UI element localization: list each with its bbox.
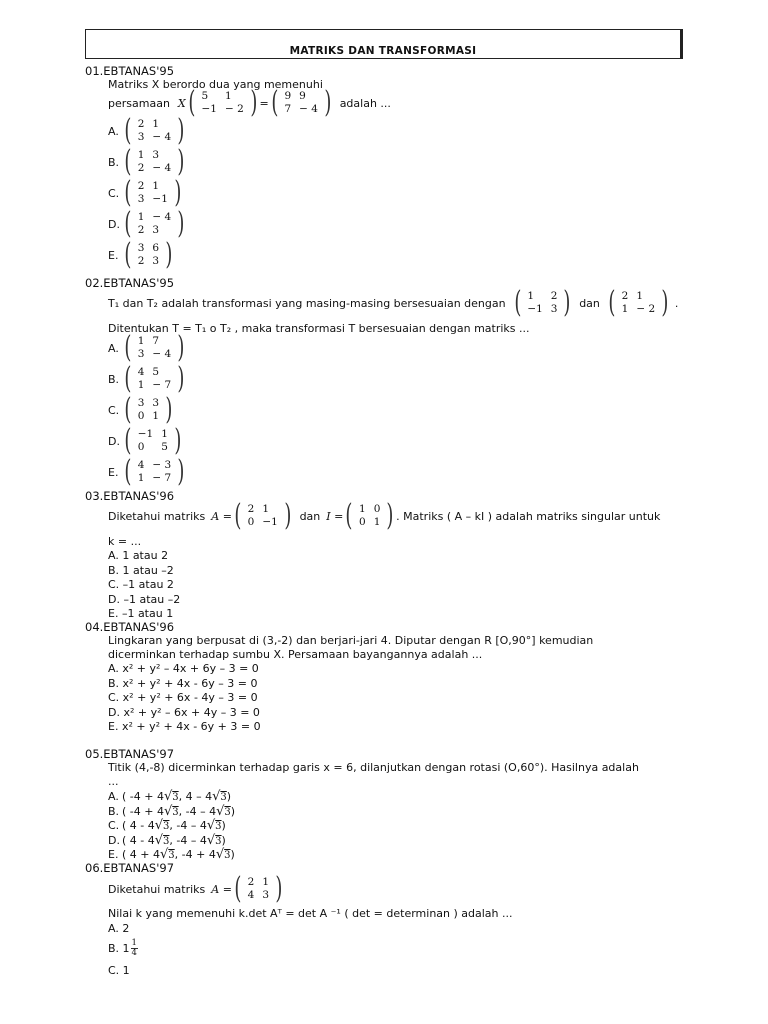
matrix-cell: 5 xyxy=(201,90,209,102)
matrix-cell: − 4 xyxy=(152,211,172,223)
q5-heading: 05.EBTANAS'97 xyxy=(85,747,175,761)
expr-b: , -4 + 4 xyxy=(174,848,216,861)
matrix-grid xyxy=(134,211,176,237)
matrix-cell: 3 xyxy=(152,224,160,236)
option-label: C. xyxy=(108,186,120,200)
expr-b: , -4 – 4 xyxy=(169,833,207,847)
matrix-cell: 3 xyxy=(137,242,145,254)
paren-right: ) xyxy=(177,206,185,241)
matrix-cell: 1 xyxy=(373,516,381,528)
q4-option: E. x² + y² + 4x - 6y + 3 = 0 xyxy=(108,720,261,733)
radical-sign: √ xyxy=(215,847,225,862)
option-label: C. xyxy=(108,819,120,832)
matrix-cell: 0 xyxy=(137,410,145,422)
matrix-cell: 3 xyxy=(137,131,145,143)
q1-option xyxy=(108,113,187,148)
option-label: D. xyxy=(108,833,120,847)
matrix-grid xyxy=(134,366,176,392)
q3-pre: Diketahui matriks xyxy=(108,509,206,523)
sqrt-3 xyxy=(164,789,179,804)
paren-left: ( xyxy=(124,423,132,458)
paren-left: ( xyxy=(234,498,242,533)
option-matrix xyxy=(122,361,187,396)
radicand: 3 xyxy=(224,850,231,861)
radicand: 3 xyxy=(220,792,227,803)
paren-right: ) xyxy=(177,454,185,489)
matrix-grid xyxy=(134,149,176,175)
q2-line1-post: . xyxy=(674,296,679,310)
option-matrix xyxy=(122,175,184,210)
option-label: A. xyxy=(108,790,119,803)
expr-c: ) xyxy=(221,819,226,832)
matrix-cell: − 7 xyxy=(152,379,172,391)
q5-option xyxy=(108,833,226,848)
q4-line1: Lingkaran yang berpusat di (3,-2) dan berjari-jari 4. Diputar dengan R [O,90°] kemudian xyxy=(108,634,594,647)
matrix-cell: 3 xyxy=(262,889,270,901)
option-label: E. xyxy=(108,848,119,861)
radical-sign: √ xyxy=(206,832,216,848)
sqrt-3 xyxy=(212,789,227,804)
matrix-cell: −1 xyxy=(137,428,154,440)
sqrt-3 xyxy=(160,847,175,862)
q5-option xyxy=(108,818,226,833)
q3-option: E. –1 atau 1 xyxy=(108,607,174,620)
radical-sign: √ xyxy=(163,789,173,804)
q6-line1 xyxy=(108,871,285,906)
matrix-cell: −1 xyxy=(262,516,278,528)
q5-option xyxy=(108,789,231,804)
radicand: 3 xyxy=(215,821,222,832)
q1-heading: 01.EBTANAS'95 xyxy=(85,64,175,78)
radical-sign: √ xyxy=(154,818,164,833)
matrix-grid xyxy=(618,290,660,316)
paren-right: ) xyxy=(177,113,185,148)
matrix-cell: 2 xyxy=(247,876,255,888)
matrix-cell: 1 xyxy=(137,149,145,161)
q2-heading: 02.EBTANAS'95 xyxy=(85,276,175,290)
matrix-grid xyxy=(523,290,561,316)
page-title: MATRIKS DAN TRANSFORMASI xyxy=(289,45,477,57)
q2-line2: Ditentukan T = T₁ o T₂ , maka transformasi T bersesuaian dengan matriks ... xyxy=(108,322,530,335)
q2-line1-pre: T₁ dan T₂ adalah transformasi yang masing-masing bersesuaian dengan xyxy=(108,296,506,310)
q1-var: X xyxy=(177,96,186,110)
option-matrix xyxy=(122,113,187,148)
option-label: B. xyxy=(108,155,120,169)
paren-right: ) xyxy=(661,285,669,320)
option-label: D. xyxy=(108,217,120,231)
matrix-cell: 4 xyxy=(247,889,255,901)
matrix-cell: − 3 xyxy=(152,459,172,471)
paren-left: ( xyxy=(271,85,279,120)
q2-line1 xyxy=(108,285,679,320)
q6-option-b-fraction xyxy=(131,939,138,958)
radicand: 3 xyxy=(215,835,222,847)
q1-matrix-left xyxy=(186,85,260,120)
matrix-cell: 3 xyxy=(152,255,160,267)
matrix-cell: − 2 xyxy=(224,103,244,115)
paren-left: ( xyxy=(124,392,132,427)
paren-left: ( xyxy=(124,144,132,179)
matrix-cell: 3 xyxy=(152,149,160,161)
matrix-cell: 1 xyxy=(137,472,145,484)
q2-matrix-t2 xyxy=(606,285,671,320)
q3-option: B. 1 atau –2 xyxy=(108,563,174,577)
option-matrix xyxy=(122,454,187,489)
matrix-cell: 3 xyxy=(137,193,145,205)
matrix-grid xyxy=(134,428,172,454)
matrix-cell: 1 xyxy=(359,503,366,515)
paren-right: ) xyxy=(177,144,185,179)
matrix-cell: 1 xyxy=(262,503,270,515)
matrix-cell: 2 xyxy=(137,180,145,192)
paren-left: ( xyxy=(513,285,521,320)
expr-a: ( 4 - 4 xyxy=(122,833,155,847)
matrix-cell: −1 xyxy=(201,103,217,115)
q1-option xyxy=(108,237,175,272)
q3-line1 xyxy=(108,498,661,533)
expr-a: ( 4 - 4 xyxy=(122,819,155,832)
option-label: A. xyxy=(108,341,119,355)
matrix-cell: 9 xyxy=(284,90,292,102)
matrix-grid xyxy=(134,459,176,485)
matrix-cell: 0 xyxy=(247,516,255,528)
q1-equation xyxy=(108,85,391,120)
paren-right: ) xyxy=(275,871,283,906)
expr-c: ) xyxy=(230,848,235,861)
paren-right: ) xyxy=(324,85,332,120)
radicand: 3 xyxy=(172,806,179,818)
paren-right: ) xyxy=(284,498,292,533)
q5-option xyxy=(108,847,235,862)
matrix-cell: 1 xyxy=(152,180,160,192)
q3-matrix-a xyxy=(232,498,294,533)
q1-line1: Matriks X berordo dua yang memenuhi xyxy=(108,78,323,91)
q2-option xyxy=(108,392,175,427)
sqrt-3 xyxy=(207,818,222,833)
q1-line2-post: adalah ... xyxy=(339,96,391,110)
matrix-cell: 6 xyxy=(152,242,160,254)
paren-left: ( xyxy=(124,206,132,241)
q1-matrix-right xyxy=(269,85,334,120)
matrix-grid xyxy=(244,876,273,902)
matrix-grid xyxy=(197,90,247,116)
sqrt-3 xyxy=(164,804,179,819)
q6-option-b-label: B. 1 xyxy=(108,942,130,955)
matrix-cell: 0 xyxy=(359,516,366,528)
radical-sign: √ xyxy=(154,832,164,848)
sqrt-3 xyxy=(155,833,170,848)
paren-right: ) xyxy=(165,237,173,272)
q3-post: . Matriks ( A – kI ) adalah matriks singular untuk xyxy=(396,509,661,523)
option-label: C. xyxy=(108,403,120,417)
matrix-cell: −1 xyxy=(527,303,543,315)
matrix-cell: 2 xyxy=(247,503,255,515)
q1-option xyxy=(108,175,184,210)
q1-option xyxy=(108,206,187,241)
matrix-cell: 3 xyxy=(137,348,145,360)
q5-line1: Titik (4,-8) dicerminkan terhadap garis x = 6, dilanjutkan dengan rotasi (O,60°). Hasilnya adalah xyxy=(108,761,639,774)
matrix-cell: 2 xyxy=(137,118,145,130)
matrix-grid xyxy=(280,90,322,116)
option-label: B. xyxy=(108,804,120,818)
paren-left: ( xyxy=(124,113,132,148)
q6-heading: 06.EBTANAS'97 xyxy=(85,861,175,875)
q6-option-b xyxy=(108,939,138,958)
q3-option: C. –1 atau 2 xyxy=(108,578,174,591)
matrix-cell: 4 xyxy=(137,459,145,471)
matrix-cell: 1 xyxy=(636,290,643,302)
matrix-cell: 1 xyxy=(224,90,232,102)
matrix-cell: 1 xyxy=(137,211,145,223)
q5-line2: ... xyxy=(108,775,119,788)
option-label: D. xyxy=(108,434,120,448)
paren-right: ) xyxy=(177,330,185,365)
expr-c: ) xyxy=(230,804,236,818)
paren-left: ( xyxy=(188,85,196,120)
matrix-grid xyxy=(134,118,176,144)
expr-b: , -4 – 4 xyxy=(169,819,207,832)
sqrt-3 xyxy=(155,818,170,833)
matrix-cell: 1 xyxy=(262,876,270,888)
q2-matrix-t1 xyxy=(512,285,574,320)
matrix-cell: 0 xyxy=(373,503,381,515)
option-matrix xyxy=(122,237,175,272)
radical-sign: √ xyxy=(160,847,169,862)
matrix-cell: 3 xyxy=(550,303,558,315)
matrix-cell: 1 xyxy=(137,335,145,347)
radical-sign: √ xyxy=(206,818,216,833)
option-matrix xyxy=(122,330,187,365)
matrix-grid xyxy=(134,335,176,361)
matrix-cell: 7 xyxy=(152,335,160,347)
matrix-cell: 7 xyxy=(284,103,292,115)
paren-right: ) xyxy=(177,361,185,396)
q2-option xyxy=(108,330,187,365)
q3-var-i: I = xyxy=(326,509,344,523)
q4-option: B. x² + y² + 4x - 6y – 3 = 0 xyxy=(108,676,258,690)
paren-left: ( xyxy=(608,285,616,320)
paren-left: ( xyxy=(124,330,132,365)
q1-eq: = xyxy=(259,96,269,110)
q6-pre: Diketahui matriks xyxy=(108,882,206,896)
q1-option xyxy=(108,144,187,179)
option-label: E. xyxy=(108,248,119,262)
fraction-numerator: 1 xyxy=(131,938,137,948)
q4-option: A. x² + y² – 4x + 6y – 3 = 0 xyxy=(108,662,259,675)
q6-line2: Nilai k yang memenuhi k.det Aᵀ = det A ⁻¹ ( det = determinan ) adalah ... xyxy=(108,907,513,920)
radicand: 3 xyxy=(172,792,179,803)
radicand: 3 xyxy=(163,821,170,832)
paren-left: ( xyxy=(234,871,242,906)
fraction-denominator: 4 xyxy=(131,948,137,958)
q4-option: D. x² + y² – 6x + 4y – 3 = 0 xyxy=(108,705,260,719)
expr-c: ) xyxy=(221,833,226,847)
paren-right: ) xyxy=(386,498,394,533)
expr-b: , 4 – 4 xyxy=(178,790,213,803)
option-matrix xyxy=(122,423,184,458)
matrix-cell: 3 xyxy=(152,397,160,409)
paren-right: ) xyxy=(165,392,173,427)
expr-a: ( 4 + 4 xyxy=(122,848,160,861)
matrix-cell: 1 xyxy=(152,410,160,422)
matrix-cell: 1 xyxy=(152,118,160,130)
matrix-cell: 4 xyxy=(137,366,145,378)
q4-option: C. x² + y² + 6x - 4y – 3 = 0 xyxy=(108,691,258,704)
option-matrix xyxy=(122,206,187,241)
expr-b: , -4 – 4 xyxy=(178,804,217,818)
matrix-cell: 2 xyxy=(550,290,558,302)
q1-line2-pre: persamaan xyxy=(108,96,170,110)
matrix-cell: 1 xyxy=(527,290,534,302)
matrix-cell: − 7 xyxy=(152,472,172,484)
matrix-cell: 1 xyxy=(621,303,629,315)
q3-mid: dan xyxy=(299,509,321,523)
option-matrix xyxy=(122,392,175,427)
q2-option xyxy=(108,361,187,396)
matrix-cell: − 4 xyxy=(152,162,172,174)
matrix-cell: 1 xyxy=(137,379,145,391)
q3-heading: 03.EBTANAS'96 xyxy=(85,489,175,503)
q4-heading: 04.EBTANAS'96 xyxy=(85,620,175,634)
matrix-cell: 5 xyxy=(152,366,160,378)
sqrt-3 xyxy=(216,804,231,819)
matrix-cell: − 4 xyxy=(152,131,172,143)
radicand: 3 xyxy=(163,835,170,847)
paren-left: ( xyxy=(124,237,132,272)
sqrt-3 xyxy=(207,833,222,848)
matrix-grid xyxy=(134,242,163,268)
matrix-grid xyxy=(355,503,384,529)
sqrt-3 xyxy=(216,847,231,862)
matrix-cell: 2 xyxy=(137,162,145,174)
q2-line1-mid: dan xyxy=(579,296,600,310)
option-label: A. xyxy=(108,124,119,138)
radical-sign: √ xyxy=(216,803,225,819)
option-label: E. xyxy=(108,465,119,479)
matrix-cell: 2 xyxy=(137,224,145,236)
radicand: 3 xyxy=(224,806,231,818)
matrix-cell: 9 xyxy=(299,90,306,102)
matrix-cell: − 4 xyxy=(299,103,318,115)
q3-option: D. –1 atau –2 xyxy=(108,592,181,606)
q4-line2: dicerminkan terhadap sumbu X. Persamaan bayangannya adalah ... xyxy=(108,648,483,661)
title-box xyxy=(85,29,683,59)
matrix-cell: 3 xyxy=(137,397,145,409)
matrix-cell: −1 xyxy=(152,193,168,205)
q2-option xyxy=(108,423,184,458)
paren-left: ( xyxy=(124,454,132,489)
matrix-grid xyxy=(244,503,282,529)
paren-right: ) xyxy=(250,85,258,120)
matrix-cell: 5 xyxy=(161,441,168,453)
radical-sign: √ xyxy=(212,789,221,804)
radicand: 3 xyxy=(168,850,175,861)
q2-option xyxy=(108,454,187,489)
matrix-cell: − 4 xyxy=(152,348,172,360)
paren-left: ( xyxy=(345,498,353,533)
q6-option-a: A. 2 xyxy=(108,922,130,935)
paren-left: ( xyxy=(124,175,132,210)
expr-a: ( -4 + 4 xyxy=(122,804,164,818)
option-matrix xyxy=(122,144,187,179)
q3-matrix-i xyxy=(343,498,396,533)
matrix-cell: 0 xyxy=(137,441,145,453)
paren-left: ( xyxy=(124,361,132,396)
expr-a: ( -4 + 4 xyxy=(122,790,164,803)
q6-matrix-a xyxy=(232,871,285,906)
matrix-cell: 1 xyxy=(161,428,168,440)
expr-c: ) xyxy=(226,790,232,803)
matrix-cell: 2 xyxy=(137,255,145,267)
paren-right: ) xyxy=(563,285,571,320)
q6-var-a: A = xyxy=(211,882,232,896)
matrix-grid xyxy=(134,180,172,206)
q5-option xyxy=(108,804,235,819)
paren-right: ) xyxy=(174,423,182,458)
q3-option: A. 1 atau 2 xyxy=(108,549,169,562)
matrix-cell: − 2 xyxy=(636,303,656,315)
matrix-grid xyxy=(134,397,163,423)
q3-var-a: A = xyxy=(211,509,232,523)
q6-option-c: C. 1 xyxy=(108,964,130,977)
q3-line2: k = ... xyxy=(108,535,142,548)
radical-sign: √ xyxy=(163,803,173,819)
option-label: B. xyxy=(108,372,120,386)
matrix-cell: 2 xyxy=(621,290,629,302)
paren-right: ) xyxy=(174,175,182,210)
